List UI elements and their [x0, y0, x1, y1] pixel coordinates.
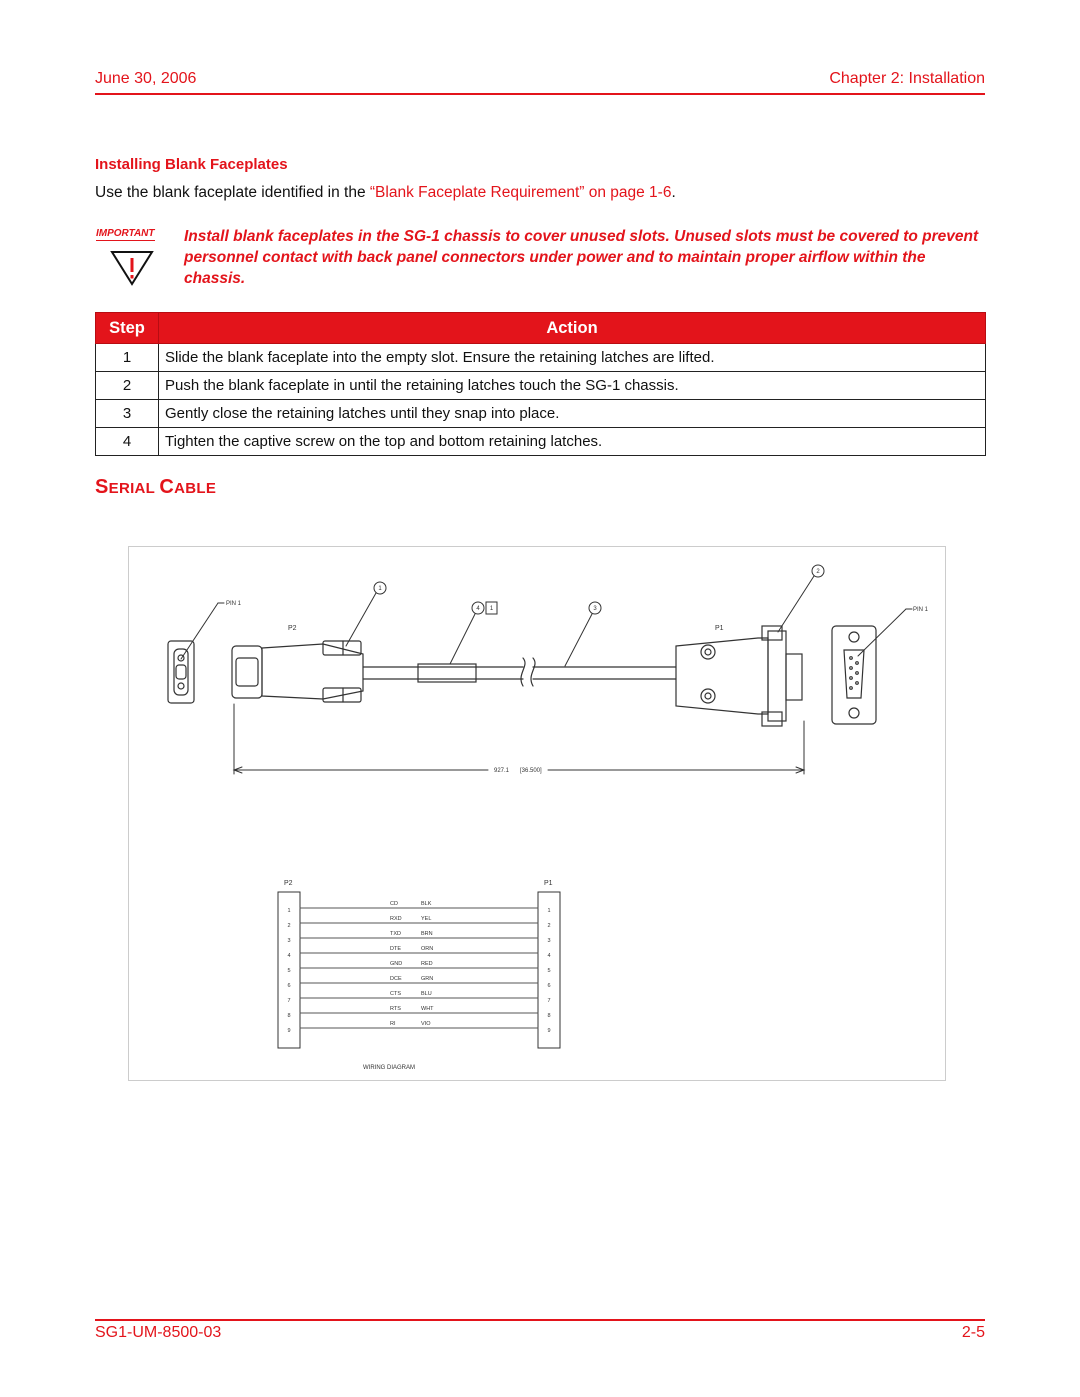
wiring-color-label: WHT: [421, 1006, 434, 1012]
wiring-signal-label: DCE: [390, 976, 402, 982]
wiring-signal-label: RI: [390, 1021, 396, 1027]
wiring-signal-label: TXD: [390, 931, 401, 937]
wiring-pin-right: 5: [547, 968, 551, 974]
intro-prefix: Use the blank faceplate identified in the: [95, 184, 370, 201]
wiring-color-label: BRN: [421, 931, 433, 937]
wiring-pin-right: 6: [547, 983, 551, 989]
table-row: [96, 400, 986, 428]
wiring-pin-left: 4: [287, 953, 291, 959]
header-date: June 30, 2006: [95, 70, 197, 87]
step-column-header: Step: [96, 313, 159, 344]
wiring-pin-left: 7: [287, 998, 291, 1004]
important-tag: IMPORTANT: [96, 228, 155, 239]
wiring-pin-left: 9: [287, 1028, 291, 1034]
footer-doc-id: SG1-UM-8500-03: [95, 1324, 222, 1341]
dimension-value: 927.1: [494, 768, 510, 774]
intro-paragraph: [95, 184, 676, 202]
dimension-value-alt: [36.500]: [520, 768, 542, 774]
callout-1-number: 1: [378, 586, 382, 592]
blank-faceplate-requirement-link[interactable]: “Blank Faceplate Requirement” on page 1-6: [369, 184, 672, 201]
wiring-color-label: VIO: [421, 1021, 431, 1027]
footer-rule: [95, 1319, 985, 1321]
callout-2-number: 2: [816, 569, 820, 575]
action-column-header: Action: [159, 313, 986, 344]
callout-4-flag-number: 1: [489, 606, 494, 612]
step-action: Gently close the retaining latches until they snap into place.: [159, 400, 986, 428]
drawing-frame: [129, 547, 946, 1081]
wiring-signal-label: CD: [390, 901, 398, 907]
wiring-pin-left: 6: [287, 983, 291, 989]
wiring-color-label: BLK: [421, 901, 432, 907]
wiring-pin-left: 2: [287, 923, 291, 929]
callout-4-number: 4: [476, 606, 480, 612]
steps-table: [95, 312, 986, 456]
wiring-signal-label: RTS: [390, 1006, 401, 1012]
step-number: 2: [96, 372, 159, 400]
wiring-pin-right: 8: [547, 1013, 551, 1019]
wiring-pin-left: 3: [287, 938, 291, 944]
p2-label: P2: [288, 625, 297, 632]
step-number: 4: [96, 428, 159, 456]
wiring-p2-label: P2: [284, 880, 293, 887]
wiring-color-label: BLU: [421, 991, 432, 997]
pin1-label-left: PIN 1: [226, 601, 242, 607]
p1-label: P1: [715, 625, 724, 632]
wiring-pin-left: 8: [287, 1013, 291, 1019]
heading-smallcaps: ERIAL: [108, 480, 160, 497]
wiring-signal-label: CTS: [390, 991, 401, 997]
table-row: [96, 344, 986, 372]
step-number: 1: [96, 344, 159, 372]
step-action: Push the blank faceplate in until the retaining latches touch the SG-1 chassis.: [159, 372, 986, 400]
steps-table-header: [96, 313, 986, 344]
wiring-pin-right: 4: [547, 953, 551, 959]
table-row: [96, 428, 986, 456]
wiring-p1-label: P1: [544, 880, 553, 887]
heading-smallcaps: ABLE: [174, 480, 217, 497]
serial-cable-heading: [95, 476, 216, 499]
header-chapter: Chapter 2: Installation: [829, 70, 985, 87]
wiring-color-label: YEL: [421, 916, 432, 922]
wiring-pin-left: 5: [287, 968, 291, 974]
wiring-pin-left: 1: [287, 908, 291, 914]
wiring-color-label: RED: [421, 961, 433, 967]
wiring-signal-label: GND: [390, 961, 403, 967]
step-number: 3: [96, 400, 159, 428]
heading-initial: C: [159, 476, 175, 498]
wiring-color-label: ORN: [421, 946, 434, 952]
wiring-pin-right: 1: [547, 908, 551, 914]
important-text: Install blank faceplates in the SG-1 chassis to cover unused slots. Unused slots must be covered to prevent personnel contact with back panel connectors under power and to maintain proper airflow within the chassis.: [184, 228, 979, 287]
section-title: Installing Blank Faceplates: [95, 156, 288, 173]
wiring-signal-label: RXD: [390, 916, 402, 922]
wiring-signal-label: DTE: [390, 946, 401, 952]
wiring-pin-right: 3: [547, 938, 551, 944]
intro-suffix: .: [671, 184, 676, 201]
wiring-pin-right: 7: [547, 998, 551, 1004]
serial-cable-drawing: [128, 546, 946, 1081]
callout-3-number: 3: [593, 606, 597, 612]
wiring-diagram-title: WIRING DIAGRAM: [363, 1065, 415, 1071]
header-rule: [95, 93, 985, 95]
footer-page-number: 2-5: [961, 1324, 985, 1341]
heading-initial: S: [95, 476, 109, 498]
wiring-pin-right: 2: [547, 923, 551, 929]
table-row: [96, 372, 986, 400]
warning-triangle-icon: [110, 250, 154, 286]
step-action: Slide the blank faceplate into the empty slot. Ensure the retaining latches are lifted.: [159, 344, 986, 372]
wiring-color-label: GRN: [421, 976, 434, 982]
pin1-label-right: PIN 1: [913, 607, 929, 613]
step-action: Tighten the captive screw on the top and bottom retaining latches.: [159, 428, 986, 456]
wiring-pin-right: 9: [547, 1028, 551, 1034]
